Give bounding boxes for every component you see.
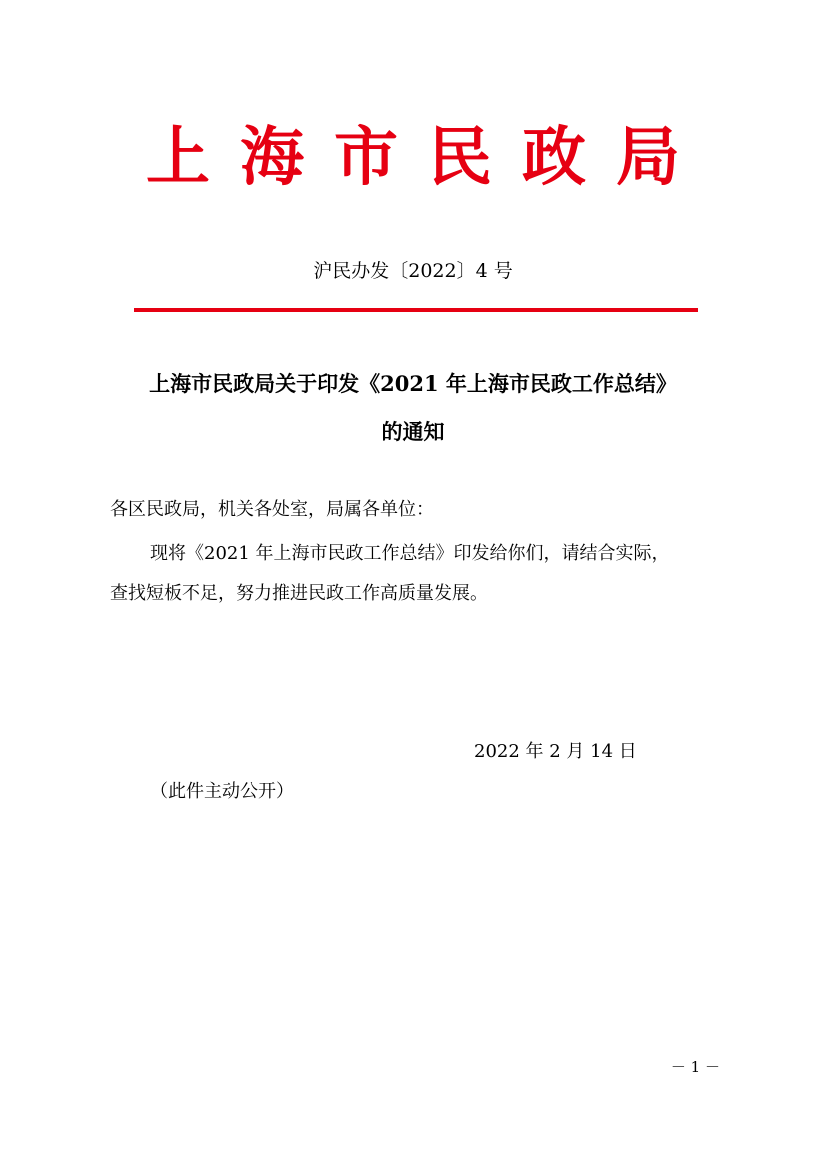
body-paragraph-line-2: 查找短板不足，努力推进民政工作高质量发展。: [110, 583, 488, 604]
body-paragraph-line-1: 现将《2021 年上海市民政工作总结》印发给你们，请结合实际，: [150, 543, 670, 564]
document-title-line-1: 上海市民政局关于印发《2021 年上海市民政工作总结》: [149, 371, 677, 396]
document-title-line-2: 的通知: [381, 419, 445, 444]
red-divider-line: [134, 308, 698, 312]
document-number: 沪民办发〔2022〕4 号: [313, 260, 513, 282]
issue-date: 2022 年 2 月 14 日: [474, 741, 637, 762]
page-number: － 1 －: [670, 1058, 720, 1076]
issuer-masthead: 上海市民政局: [146, 120, 710, 195]
disclosure-note: （此件主动公开）: [150, 781, 294, 802]
salutation: 各区民政局，机关各处室，局属各单位：: [110, 499, 434, 520]
